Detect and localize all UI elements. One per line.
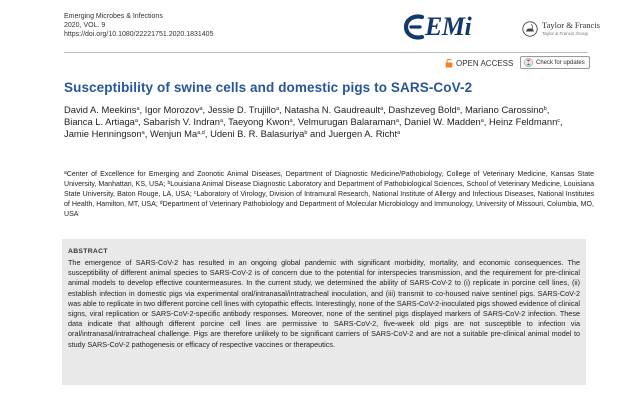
author-affiliation-mark: a <box>380 106 384 112</box>
author-name: David A. Meekins$^a$ <box>64 104 140 115</box>
author-affiliation-mark: a <box>275 106 280 112</box>
emi-mark-icon <box>403 14 425 40</box>
open-access-badge <box>445 58 513 68</box>
affiliation-text: Laboratory of Virology, Division of Intramural Research, National Institute of Allergy and Infectious Diseases, National Institutes of Health, Hamilton, MT, USA; <box>64 191 594 208</box>
publisher-name: Taylor & Francis <box>542 20 600 30</box>
crossmark-icon <box>524 58 533 67</box>
check-for-updates-button[interactable] <box>520 56 590 69</box>
author-affiliation-mark: a,d <box>197 130 205 136</box>
author-affiliation-mark: a <box>141 130 145 136</box>
affiliations <box>64 170 594 220</box>
journal-meta <box>64 12 213 39</box>
author-affiliation-mark: a <box>199 106 203 112</box>
author-name: Wenjun Ma$^{a,d}$ <box>149 128 205 139</box>
author-affiliation-mark: a <box>289 118 293 124</box>
affiliation-text: Louisiana Animal Disease Diagnostic Laboratory and Department of Pathobiological Sciences, School of Veterinary Medicine, Louisiana State University, Baton Rouge, LA, USA; <box>64 181 595 198</box>
author-name: Velmurugan Balaraman$^a$ <box>297 116 399 127</box>
author-name: Jamie Henningson$^a$ <box>64 128 145 139</box>
author-name: Taeyong Kwon$^a$ <box>228 116 293 127</box>
emi-logo-text: EMi <box>425 12 472 41</box>
publisher-logo <box>522 20 600 38</box>
article-title: Susceptibility of swine cells and domestic pigs to SARS-CoV-2 <box>64 80 473 95</box>
abstract-text: The emergence of SARS-CoV-2 has resulted in an ongoing global pandemic with significant morbidity, mortality, and economic consequences. The susceptibility of different animal species to SARS-CoV-2 is of concern due to the potential for interspecies transmission, and the requirement for pre-clinical animal models to develop effective countermeasures. In the current study, we determined the ability of SARS-CoV-2 to (i) replicate in porcine cell lines, (ii) establish infection in domestic pigs via experimental oral/intranasal/intratracheal inoculation, and (iii) transmit to co-housed naive sentinel pigs. SARS-CoV-2 was able to replicate in two different porcine cell lines with cytopathic effects. Interestingly, none of the SARS-CoV-2-inoculated pigs showed evidence of clinical signs, viral replication or SARS-CoV-2-specific antibody responses. Moreover, none of the sentinel pigs displayed markers of SARS-CoV-2 infection. These data indicate that although different porcine cell lines are permissive to SARS-CoV-2, five-week old pigs are not susceptible to infection via oral/intranasal/intratracheal challenge. Pigs are therefore unlikely to be significant carriers of SARS-CoV-2 and are not a suitable pre-clinical animal model to study SARS-CoV-2 pathogenesis or efficacy of respective vaccines or therapeutics. <box>68 258 580 349</box>
publisher-group: Taylor & Francis Group <box>542 31 589 36</box>
author-affiliation-mark: a <box>480 118 484 124</box>
author-name: Igor Morozov$^a$ <box>144 104 203 115</box>
affiliation-mark: b <box>167 180 171 186</box>
abstract-box <box>62 239 586 385</box>
author-name: Mariano Carossino$^b$ <box>464 104 547 115</box>
header-divider <box>64 52 588 53</box>
affiliation-mark: c <box>193 190 197 196</box>
author-list: David A. Meekins$^a$, Igor Morozov$^a$, Jessie D. Trujillo$^a$, Natasha N. Gaudreault$^a$, Dashzeveg Bold$^a$, Mariano Carossino$^b$, Bianca L. Artiaga$^a$, Sabarish V. Indran$^a$, Taeyong Kwon$^a$, Velmurugan Balaraman$^a$, Daniel W. Madden$^a$, Heinz Feldmann$^c$, Jamie Henningson$^a$, Wenjun Ma$^{a,d}$, Udeni B. R. Balasuriya$^b$ and Juergen A. Richt$^a$ <box>64 104 563 139</box>
author-name: Juergen A. Richt$^a$ <box>328 128 401 139</box>
affiliation-text: Center of Excellence for Emerging and Zoonotic Animal Diseases, Department of Diagnostic Medicine/Pathobiology, College of Veterinary Medicine, Kansas State University, Manhattan, KS, USA; <box>64 171 594 188</box>
journal-doi[interactable]: https://doi.org/10.1080/22221751.2020.1831405 <box>64 31 214 38</box>
journal-name: Emerging Microbes & Infections <box>64 13 163 20</box>
author-affiliation-mark: c <box>557 118 561 124</box>
open-lock-icon <box>445 58 453 68</box>
author-name: Heinz Feldmann$^c$ <box>489 116 561 127</box>
author-name: Jessie D. Trujillo$^a$ <box>207 104 280 115</box>
author-affiliation-mark: a <box>395 118 399 124</box>
author-name: Dashzeveg Bold$^a$ <box>388 104 460 115</box>
author-affiliation-mark: a <box>134 118 138 124</box>
author-affiliation-mark: b <box>543 106 547 112</box>
author-affiliation-mark: a <box>397 130 401 136</box>
check-for-updates-label: Check for updates <box>536 59 585 66</box>
author-name: Sabarish V. Indran$^a$ <box>143 116 224 127</box>
taylor-francis-lamp-icon <box>522 20 538 38</box>
affiliation-text: Department of Veterinary Pathobiology and Department of Molecular Microbiology and Immunology, University of Missouri, Columbia, MO, USA <box>64 201 594 218</box>
author-name: Daniel W. Madden$^a$ <box>404 116 484 127</box>
author-affiliation-mark: a <box>219 118 224 124</box>
author-name: Bianca L. Artiaga$^a$ <box>64 116 138 127</box>
open-access-label: OPEN ACCESS <box>456 58 514 68</box>
journal-year-volume: 2020, VOL. 9 <box>64 22 106 29</box>
affiliation-mark: d <box>159 200 163 206</box>
author-name: Natasha N. Gaudreault$^a$ <box>284 104 384 115</box>
author-affiliation-mark: a <box>456 106 460 112</box>
affiliation-mark: a <box>64 170 67 176</box>
abstract-heading: ABSTRACT <box>68 248 108 255</box>
author-name: Udeni B. R. Balasuriya$^b$ <box>210 128 308 139</box>
author-affiliation-mark: b <box>304 130 308 136</box>
author-affiliation-mark: a <box>136 106 140 112</box>
emi-logo <box>403 14 471 40</box>
